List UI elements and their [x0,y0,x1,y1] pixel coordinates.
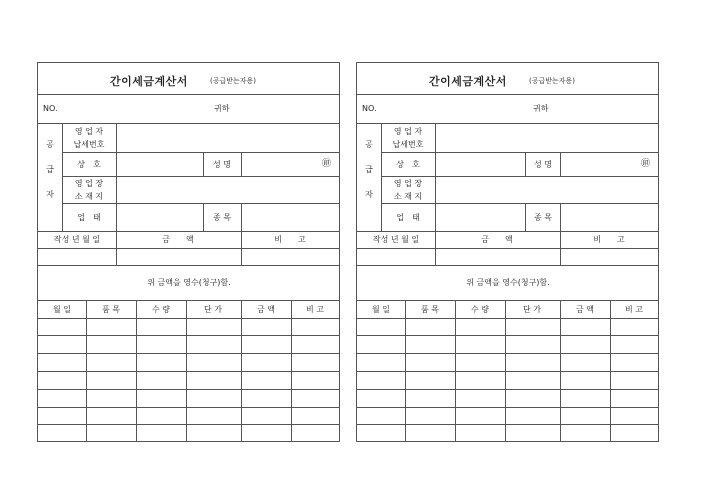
item-amount-header: 금 액 [257,305,275,314]
item-note-header: 비 고 [306,305,324,314]
item-unit-price-header: 단 가 [523,305,541,314]
divider [525,204,526,232]
company-label: 상 호 [396,160,420,169]
supplier-label-2: 급 [365,165,373,174]
title-row [38,63,339,95]
divider [241,204,242,232]
table-row [38,336,339,354]
table-row [357,336,658,354]
tax-invoice-form-left [37,62,340,442]
divider [405,301,406,441]
item-quantity-header: 수 량 [471,305,489,314]
summary-amount-header: 금 액 [481,235,513,244]
company-label: 상 호 [77,160,101,169]
divider [203,153,204,177]
table-row [357,408,658,425]
divider [525,153,526,177]
summary-value-row [357,249,658,266]
seal-mark: ㊞ [641,159,651,169]
table-row [38,354,339,372]
summary-amount-header: 금 액 [162,235,194,244]
supplier-label-2: 급 [46,165,54,174]
table-row [357,354,658,372]
tax-invoice-form-right [356,62,659,442]
summary-date-header: 작성 년 월 일 [372,235,420,244]
no-label: NO. [43,104,58,113]
table-row [38,390,339,408]
business-number-label-1: 영 업 자 [74,127,104,136]
recipient-row [357,95,658,124]
business-type-label: 업 태 [396,213,420,222]
divider [116,232,117,266]
category-label: 종 목 [534,213,552,222]
title-row [357,63,658,95]
item-quantity-header: 수 량 [152,305,170,314]
address-label-1: 영 업 장 [74,179,104,188]
form-title: 간이세금계산서 [429,75,507,88]
form-subtitle: (공급받는자용) [210,77,257,85]
no-label: NO. [362,104,377,113]
name-label: 성 명 [534,160,552,169]
form-subtitle: (공급받는자용) [529,77,576,85]
item-name-header: 품 목 [421,305,439,314]
item-amount-header: 금 액 [576,305,594,314]
divider [435,232,436,266]
divider [241,232,242,266]
address-label-1: 영 업 장 [393,179,423,188]
form-title: 간이세금계산서 [110,75,188,88]
supplier-label-1: 공 [46,140,54,149]
seal-mark: ㊞ [322,159,332,169]
divider [291,301,292,441]
divider [203,204,204,232]
item-date-header: 월 일 [372,305,390,314]
recipient-row [38,95,339,124]
recipient-suffix: 귀하 [533,104,549,113]
item-header-row [357,301,658,319]
address-row [62,177,339,204]
summary-note-header: 비 고 [593,235,625,244]
table-row [357,390,658,408]
divider [560,301,561,441]
divider [560,204,561,232]
divider [505,301,506,441]
receipt-text: 위 금액을 영수(청구)함. [466,278,550,287]
table-row [357,319,658,336]
address-label-2: 소 재 지 [74,192,104,201]
business-number-label-2: 납세번호 [73,140,105,149]
divider [560,232,561,266]
supplier-label-3: 자 [46,190,54,199]
receipt-text: 위 금액을 영수(청구)함. [147,278,231,287]
divider [86,301,87,441]
divider [455,301,456,441]
supplier-label-3: 자 [365,190,373,199]
divider [136,301,137,441]
item-name-header: 품 목 [102,305,120,314]
address-label-2: 소 재 지 [393,192,423,201]
table-row [38,372,339,390]
supplier-label-1: 공 [365,140,373,149]
category-label: 종 목 [213,213,231,222]
name-label: 성 명 [213,160,231,169]
business-number-label-1: 영 업 자 [393,127,423,136]
table-row [357,372,658,390]
item-header-row [38,301,339,319]
item-date-header: 월 일 [53,305,71,314]
item-note-header: 비 고 [625,305,643,314]
business-number-label-2: 납세번호 [392,140,424,149]
summary-value-row [38,249,339,266]
divider [560,153,561,177]
divider [241,153,242,177]
summary-note-header: 비 고 [274,235,306,244]
summary-date-header: 작성 년 월 일 [53,235,101,244]
address-row [381,177,658,204]
divider [241,301,242,441]
business-type-label: 업 태 [77,213,101,222]
table-row [38,408,339,425]
recipient-suffix: 귀하 [214,104,230,113]
divider [186,301,187,441]
item-unit-price-header: 단 가 [204,305,222,314]
company-row [381,153,658,177]
divider [610,301,611,441]
company-row [62,153,339,177]
table-row [38,319,339,336]
